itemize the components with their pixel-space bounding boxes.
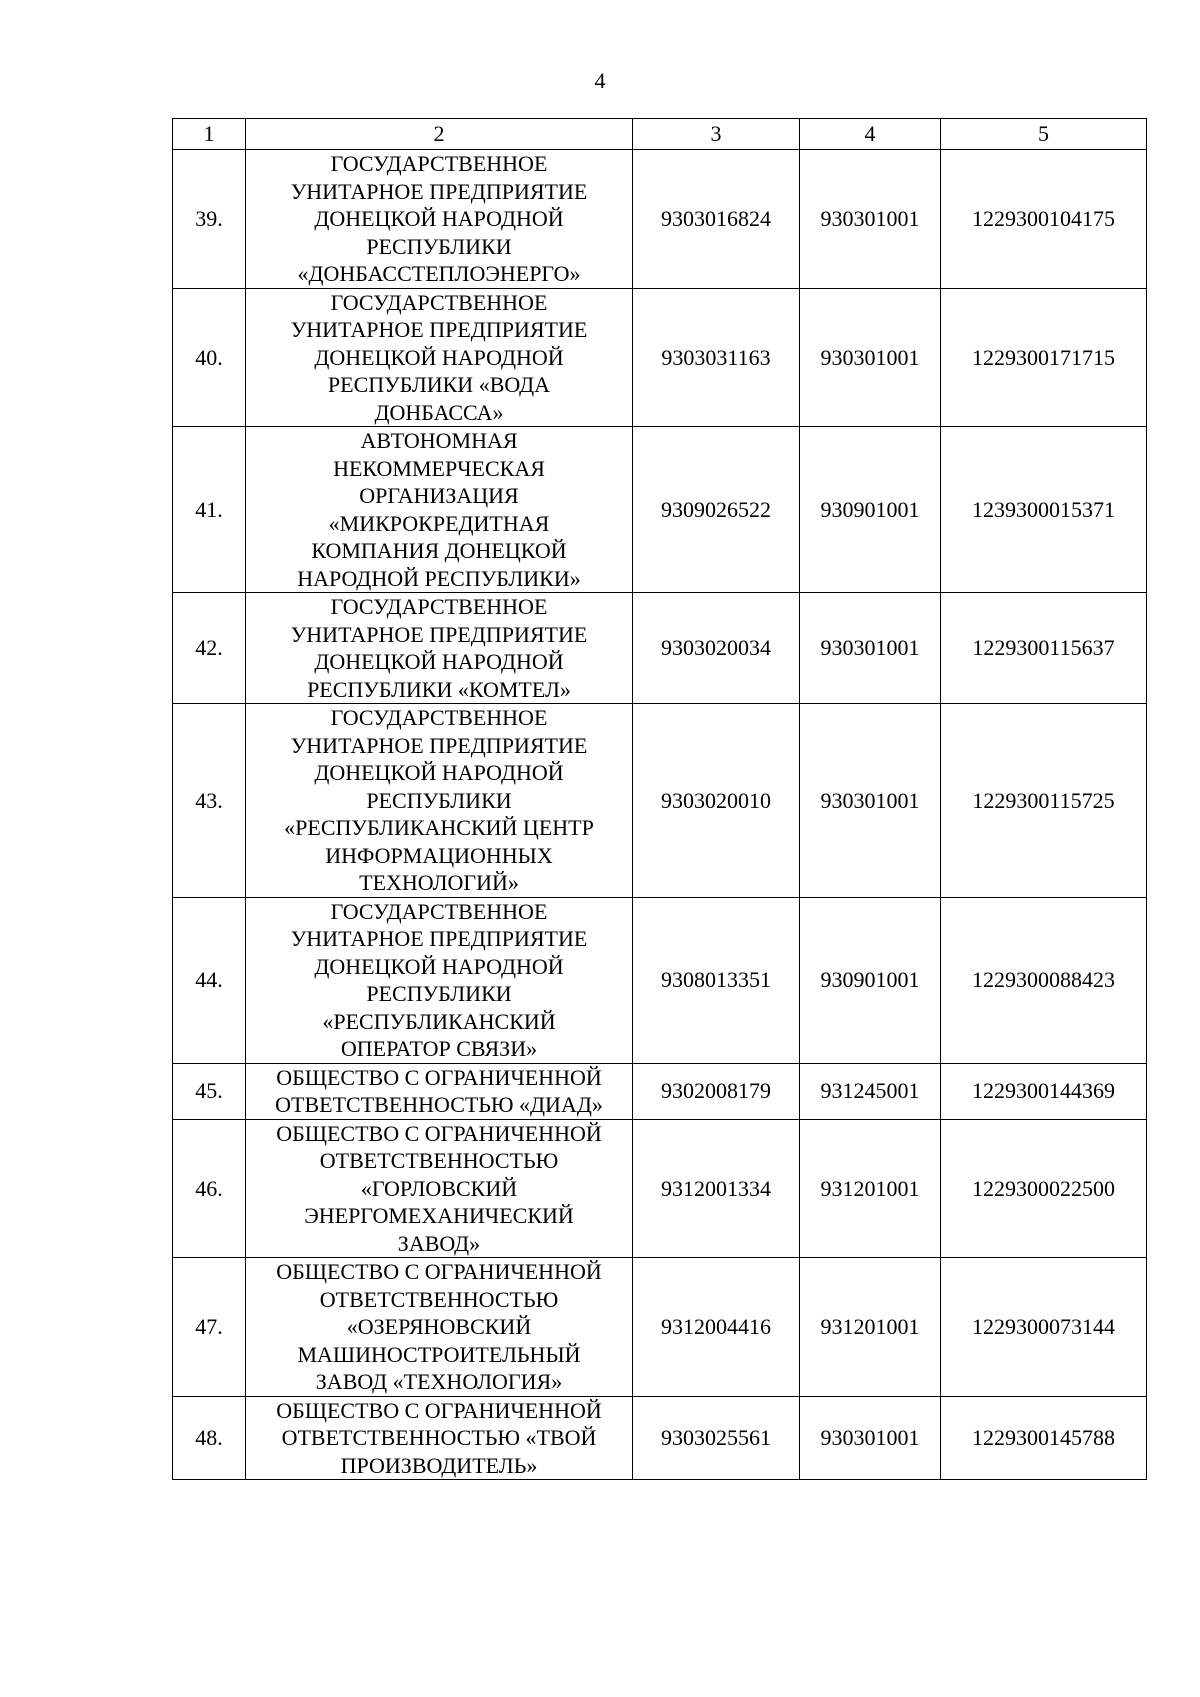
- organization-name-line: ЭНЕРГОМЕХАНИЧЕСКИЙ: [304, 1203, 574, 1228]
- row-number-cell: 39.: [173, 150, 246, 289]
- table-row: [173, 288, 1147, 427]
- organization-name-line: ГОСУДАРСТВЕННОЕ: [330, 705, 548, 730]
- table-row: [173, 427, 1147, 593]
- kpp-cell: 930301001: [800, 593, 941, 704]
- row-number-cell: 41.: [173, 427, 246, 593]
- organization-name-line: «ГОРЛОВСКИЙ: [360, 1175, 518, 1201]
- organization-name-line: ОТВЕТСТВЕННОСТЬЮ «ДИАД»: [275, 1092, 603, 1117]
- organization-name-line: ГОСУДАРСТВЕННОЕ: [330, 289, 548, 315]
- organization-name-line: НЕКОММЕРЧЕСКАЯ: [333, 455, 545, 481]
- table-row: [173, 593, 1147, 704]
- column-number-row: [173, 119, 1147, 150]
- row-number-cell: 42.: [173, 593, 246, 704]
- ogrn-cell: 1229300115725: [941, 704, 1147, 898]
- inn-cell: 9312004416: [633, 1258, 800, 1397]
- organization-name-line: ДОНБАССА»: [374, 399, 504, 425]
- table-body: [173, 119, 1147, 1480]
- column-header: 1: [173, 119, 246, 150]
- organization-name-cell: [246, 897, 633, 1063]
- organization-name-line: ГОСУДАРСТВЕННОЕ: [330, 898, 548, 924]
- inn-cell: 9303016824: [633, 150, 800, 289]
- inn-cell: 9312001334: [633, 1119, 800, 1258]
- table-row: [173, 1258, 1147, 1397]
- ogrn-cell: 1239300015371: [941, 427, 1147, 593]
- table-row: [173, 704, 1147, 898]
- organization-name-line: КОМПАНИЯ ДОНЕЦКОЙ: [311, 538, 567, 563]
- inn-cell: 9303025561: [633, 1396, 800, 1480]
- organization-name-line: АВТОНОМНАЯ: [360, 428, 518, 453]
- kpp-cell: 931201001: [800, 1258, 941, 1397]
- organization-name-line: МАШИНОСТРОИТЕЛЬНЫЙ: [297, 1341, 581, 1367]
- organization-name-line: «ОЗЕРЯНОВСКИЙ: [346, 1314, 532, 1339]
- organization-name-cell: [246, 1396, 633, 1480]
- table-row: [173, 1119, 1147, 1258]
- table-row: [173, 897, 1147, 1063]
- table-row: [173, 1396, 1147, 1480]
- row-number-cell: 43.: [173, 704, 246, 898]
- organization-name-line: ОТВЕТСТВЕННОСТЬЮ «ТВОЙ: [281, 1425, 597, 1450]
- ogrn-cell: 1229300144369: [941, 1063, 1147, 1119]
- row-number-cell: 48.: [173, 1396, 246, 1480]
- column-header: 2: [246, 119, 633, 150]
- column-header: 3: [633, 119, 800, 150]
- ogrn-cell: 1229300145788: [941, 1396, 1147, 1480]
- organization-name-cell: [246, 1119, 633, 1258]
- organization-name-line: ДОНЕЦКОЙ НАРОДНОЙ: [314, 649, 564, 674]
- organization-name-line: ОБЩЕСТВО С ОГРАНИЧЕННОЙ: [276, 1397, 602, 1423]
- organization-name-line: УНИТАРНОЕ ПРЕДПРИЯТИЕ: [290, 317, 588, 342]
- page-number: 4: [594, 68, 606, 93]
- kpp-cell: 930301001: [800, 1396, 941, 1480]
- inn-cell: 9302008179: [633, 1063, 800, 1119]
- organization-name-line: НАРОДНОЙ РЕСПУБЛИКИ»: [297, 565, 581, 591]
- organization-name-line: ЗАВОД «ТЕХНОЛОГИЯ»: [315, 1369, 563, 1394]
- organization-name-cell: [246, 593, 633, 704]
- organization-name-cell: [246, 427, 633, 593]
- organization-name-line: РЕСПУБЛИКИ «ВОДА: [327, 372, 551, 397]
- row-number-cell: 46.: [173, 1119, 246, 1258]
- organization-name-line: «ДОНБАССТЕПЛОЭНЕРГО»: [297, 261, 581, 286]
- organization-name-line: УНИТАРНОЕ ПРЕДПРИЯТИЕ: [290, 178, 588, 204]
- column-header: 4: [800, 119, 941, 150]
- organization-name-line: ПРОИЗВОДИТЕЛЬ»: [340, 1452, 538, 1478]
- table-row: [173, 1063, 1147, 1119]
- organization-name-line: УНИТАРНОЕ ПРЕДПРИЯТИЕ: [290, 621, 588, 647]
- organization-name-line: РЕСПУБЛИКИ: [366, 233, 512, 259]
- organization-name-line: «РЕСПУБЛИКАНСКИЙ: [322, 1008, 556, 1034]
- organization-name-line: «МИКРОКРЕДИТНАЯ: [328, 510, 550, 536]
- inn-cell: 9303020010: [633, 704, 800, 898]
- ogrn-cell: 1229300022500: [941, 1119, 1147, 1258]
- organization-name-line: ОТВЕТСТВЕННОСТЬЮ: [319, 1148, 559, 1173]
- organization-name-line: ОБЩЕСТВО С ОГРАНИЧЕННОЙ: [276, 1259, 602, 1284]
- organization-name-cell: [246, 1063, 633, 1119]
- organization-name-cell: [246, 288, 633, 427]
- organization-name-line: УНИТАРНОЕ ПРЕДПРИЯТИЕ: [290, 732, 588, 758]
- inn-cell: 9308013351: [633, 897, 800, 1063]
- organization-name-line: ГОСУДАРСТВЕННОЕ: [330, 151, 548, 176]
- row-number-cell: 47.: [173, 1258, 246, 1397]
- organization-name-line: РЕСПУБЛИКИ «КОМТЕЛ»: [307, 676, 571, 702]
- organization-name-cell: [246, 150, 633, 289]
- kpp-cell: 930901001: [800, 897, 941, 1063]
- organization-name-line: ОПЕРАТОР СВЯЗИ»: [340, 1036, 538, 1061]
- organization-name-line: ТЕХНОЛОГИЙ»: [359, 870, 519, 895]
- organization-name-line: ДОНЕЦКОЙ НАРОДНОЙ: [314, 206, 564, 231]
- inn-cell: 9309026522: [633, 427, 800, 593]
- organization-name-line: ДОНЕЦКОЙ НАРОДНОЙ: [314, 760, 564, 785]
- organization-name-line: ИНФОРМАЦИОННЫХ: [325, 842, 553, 868]
- ogrn-cell: 1229300073144: [941, 1258, 1147, 1397]
- organization-name-cell: [246, 1258, 633, 1397]
- kpp-cell: 930301001: [800, 150, 941, 289]
- organization-name-line: ДОНЕЦКОЙ НАРОДНОЙ: [314, 953, 564, 979]
- organization-name-line: ОБЩЕСТВО С ОГРАНИЧЕННОЙ: [276, 1120, 602, 1146]
- kpp-cell: 930301001: [800, 704, 941, 898]
- organization-name-line: ОБЩЕСТВО С ОГРАНИЧЕННОЙ: [276, 1064, 602, 1090]
- kpp-cell: 931201001: [800, 1119, 941, 1258]
- ogrn-cell: 1229300088423: [941, 897, 1147, 1063]
- ogrn-cell: 1229300104175: [941, 150, 1147, 289]
- table-row: [173, 150, 1147, 289]
- inn-cell: 9303020034: [633, 593, 800, 704]
- organization-name-line: РЕСПУБЛИКИ: [366, 787, 512, 813]
- organization-name-cell: [246, 704, 633, 898]
- row-number-cell: 45.: [173, 1063, 246, 1119]
- kpp-cell: 930301001: [800, 288, 941, 427]
- kpp-cell: 930901001: [800, 427, 941, 593]
- organization-name-line: ОТВЕТСТВЕННОСТЬЮ: [319, 1286, 559, 1312]
- ogrn-cell: 1229300171715: [941, 288, 1147, 427]
- kpp-cell: 931245001: [800, 1063, 941, 1119]
- organization-name-line: УНИТАРНОЕ ПРЕДПРИЯТИЕ: [290, 926, 588, 951]
- ogrn-cell: 1229300115637: [941, 593, 1147, 704]
- organization-name-line: ЗАВОД»: [397, 1230, 481, 1256]
- organization-name-line: «РЕСПУБЛИКАНСКИЙ ЦЕНТР: [284, 815, 594, 840]
- organization-name-line: РЕСПУБЛИКИ: [366, 981, 512, 1006]
- organization-name-line: ДОНЕЦКОЙ НАРОДНОЙ: [314, 344, 564, 370]
- inn-cell: 9303031163: [633, 288, 800, 427]
- registry-table: [172, 118, 1147, 1480]
- column-header: 5: [941, 119, 1147, 150]
- row-number-cell: 44.: [173, 897, 246, 1063]
- organization-name-line: ГОСУДАРСТВЕННОЕ: [330, 594, 548, 619]
- row-number-cell: 40.: [173, 288, 246, 427]
- organization-name-line: ОРГАНИЗАЦИЯ: [359, 483, 519, 508]
